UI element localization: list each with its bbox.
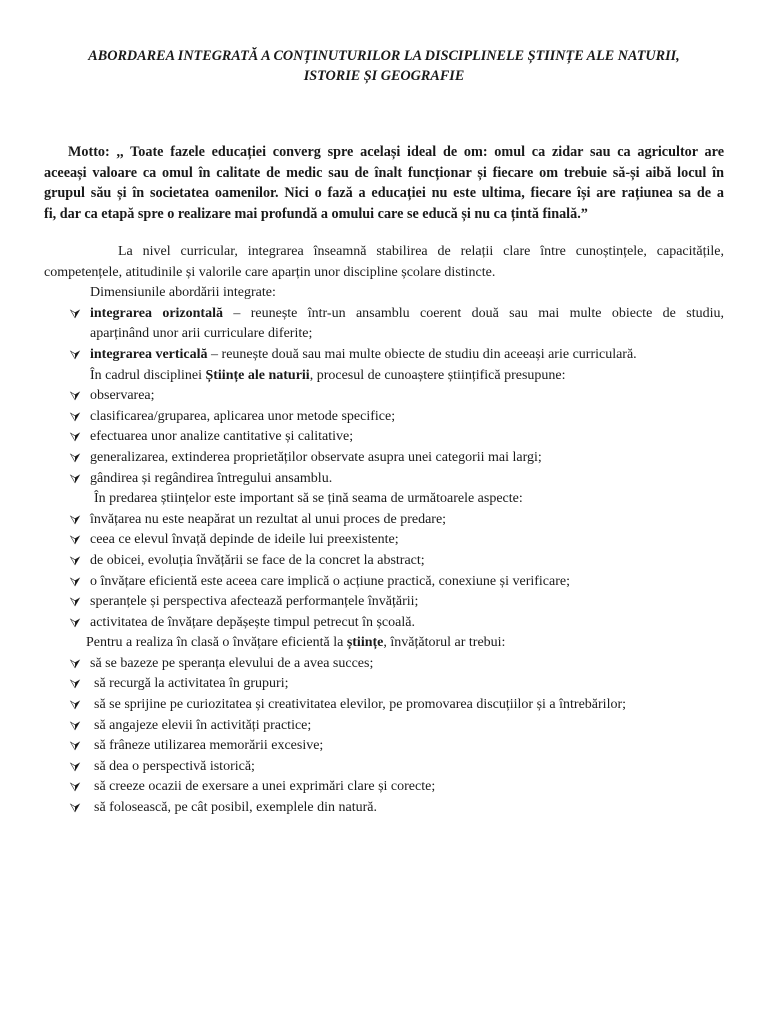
list-item [44, 674, 724, 695]
intro-line: La nivel curricular, integrarea înseamnă stabilirea de relații clare între cunoștințele, capacitățile, [118, 244, 724, 259]
checkmark-bullet-icon: ⮛ [69, 800, 81, 816]
list-item-text: să angajeze elevii în activități practice; [94, 717, 312, 733]
motto-line: Motto: ,, Toate fazele educației converg spre același ideal de om: omul ca zidar sau ca agricultor are [68, 144, 724, 160]
intro-line: competențele, atitudinile și valorile care aparțin unor discipline școlare distincte. [44, 264, 496, 280]
list-item-text: – reunește două sau mai multe obiecte de studiu din aceeași arie curriculară. [207, 346, 637, 362]
teacher-heading-text: , învățătorul ar trebui: [383, 635, 506, 651]
document-body [44, 242, 724, 819]
teacher-heading [44, 633, 724, 654]
list-item-text: gândirea și regândirea întregului ansamblu. [90, 470, 333, 486]
list-item-text: să se bazeze pe speranța elevului de a avea succes; [90, 655, 374, 671]
science-heading [44, 366, 724, 387]
list-item-text: să recurgă la activitatea în grupuri; [94, 676, 289, 692]
list-item-text: de obicei, evoluția învățării se face de la concret la abstract; [90, 552, 425, 568]
list-item [44, 345, 724, 366]
list-item-text: să frâneze utilizarea memorării excesive; [94, 738, 324, 754]
list-item [44, 469, 724, 490]
list-item [44, 510, 724, 531]
list-item-text: activitatea de învățare depășește timpul petrecut în școală. [90, 614, 415, 630]
dimensions-heading: Dimensiunile abordării integrate: [90, 285, 276, 301]
checkmark-bullet-icon: ⮛ [69, 655, 81, 671]
list-item [44, 407, 724, 428]
title-line-1: ABORDAREA INTEGRATĂ A CONȚINUTURILOR LA DISCIPLINELE ȘTIINȚE ALE NATURII, [88, 48, 680, 64]
list-item [44, 304, 724, 345]
list-item-text: aparținând unor arii curriculare diferite; [90, 326, 313, 342]
teacher-heading-term: științe [346, 635, 384, 651]
list-item [44, 757, 724, 778]
checkmark-bullet-icon: ⮛ [69, 449, 81, 465]
list-item-text: învățarea nu este neapărat un rezultat al unui proces de predare; [90, 511, 447, 527]
checkmark-bullet-icon: ⮛ [69, 594, 81, 610]
list-item [44, 736, 724, 757]
checkmark-bullet-icon: ⮛ [69, 697, 81, 713]
list-item-text: – reunește într-un ansamblu coerent două sau mai multe obiecte de studiu, [222, 305, 724, 321]
list-item [44, 695, 724, 716]
list-item-text: să creeze ocazii de exersare a unei exprimări clare și corecte; [94, 779, 436, 795]
list-item-term: integrarea verticală [90, 346, 208, 362]
checkmark-bullet-icon: ⮛ [69, 614, 81, 630]
list-item-text: să folosească, pe cât posibil, exemplele din natură. [94, 800, 378, 816]
checkmark-bullet-icon: ⮛ [69, 470, 81, 486]
checkmark-bullet-icon: ⮛ [69, 573, 81, 589]
list-item-text: speranțele și perspectiva afectează performanțele învățării; [90, 594, 419, 610]
motto-line: grupul său și în societatea oamenilor. Nici o fază a educației nu este ultima, fiecare își are rațiunea sa de a [44, 185, 724, 201]
list-item-text: generalizarea, extinderea proprietăților observate asupra unei categorii mai largi; [90, 449, 542, 465]
motto-line: aceeași valoare ca omul în calitate de medic sau de înalt funcționar și fiecare om trebuie să-și aibă locul în [44, 164, 724, 181]
checkmark-bullet-icon: ⮛ [69, 429, 81, 445]
list-item [44, 798, 724, 819]
list-item-text: o învățare eficientă este aceea care implică o acțiune practică, conexiune și verificare; [90, 573, 570, 589]
checkmark-bullet-icon: ⮛ [69, 346, 81, 362]
list-item-text: să dea o perspectivă istorică; [94, 758, 255, 774]
list-item [44, 654, 724, 675]
list-item [44, 551, 724, 572]
list-item-text: clasificarea/gruparea, aplicarea unor metode specifice; [90, 408, 396, 424]
checkmark-bullet-icon: ⮛ [69, 511, 81, 527]
checkmark-bullet-icon: ⮛ [69, 388, 81, 404]
science-heading-text: , procesul de cunoaștere științifică presupune: [309, 367, 566, 383]
checkmark-bullet-icon: ⮛ [69, 676, 81, 692]
list-item-text: observarea; [90, 388, 155, 404]
list-item-text: efectuarea unor analize cantitative și calitative; [90, 429, 354, 445]
teaching-heading: În predarea științelor este important să se țină seama de următoarele aspecte: [94, 491, 523, 507]
list-item [44, 613, 724, 634]
list-item-text: să se sprijine pe curiozitatea și creativitatea elevilor, pe promovarea discuțiilor și a întrebărilor; [94, 697, 627, 713]
checkmark-bullet-icon: ⮛ [69, 758, 81, 774]
list-item [44, 592, 724, 613]
title-line-2: ISTORIE ȘI GEOGRAFIE [303, 68, 465, 84]
science-heading-term: Științe ale naturii [205, 367, 310, 383]
checkmark-bullet-icon: ⮛ [69, 305, 81, 321]
list-item [44, 716, 724, 737]
list-item [44, 572, 724, 593]
checkmark-bullet-icon: ⮛ [69, 738, 81, 754]
list-item [44, 530, 724, 551]
checkmark-bullet-icon: ⮛ [69, 532, 81, 548]
list-item [44, 448, 724, 469]
list-item [44, 427, 724, 448]
science-heading-text: În cadrul disciplinei [90, 367, 206, 383]
checkmark-bullet-icon: ⮛ [69, 408, 81, 424]
list-item [44, 777, 724, 798]
list-item-term: integrarea orizontală [90, 305, 223, 321]
motto-line: fi, dar ca etapă spre o realizare mai profundă a omului care se educă și nu ca țintă finală.” [44, 205, 588, 222]
checkmark-bullet-icon: ⮛ [69, 779, 81, 795]
checkmark-bullet-icon: ⮛ [69, 717, 81, 733]
list-item [44, 386, 724, 407]
checkmark-bullet-icon: ⮛ [69, 552, 81, 568]
list-item-text: ceea ce elevul învață depinde de ideile lui preexistente; [90, 532, 399, 548]
document-title [44, 46, 724, 86]
teacher-heading-text: Pentru a realiza în clasă o învățare eficientă la [86, 635, 347, 651]
motto-block [44, 142, 724, 224]
